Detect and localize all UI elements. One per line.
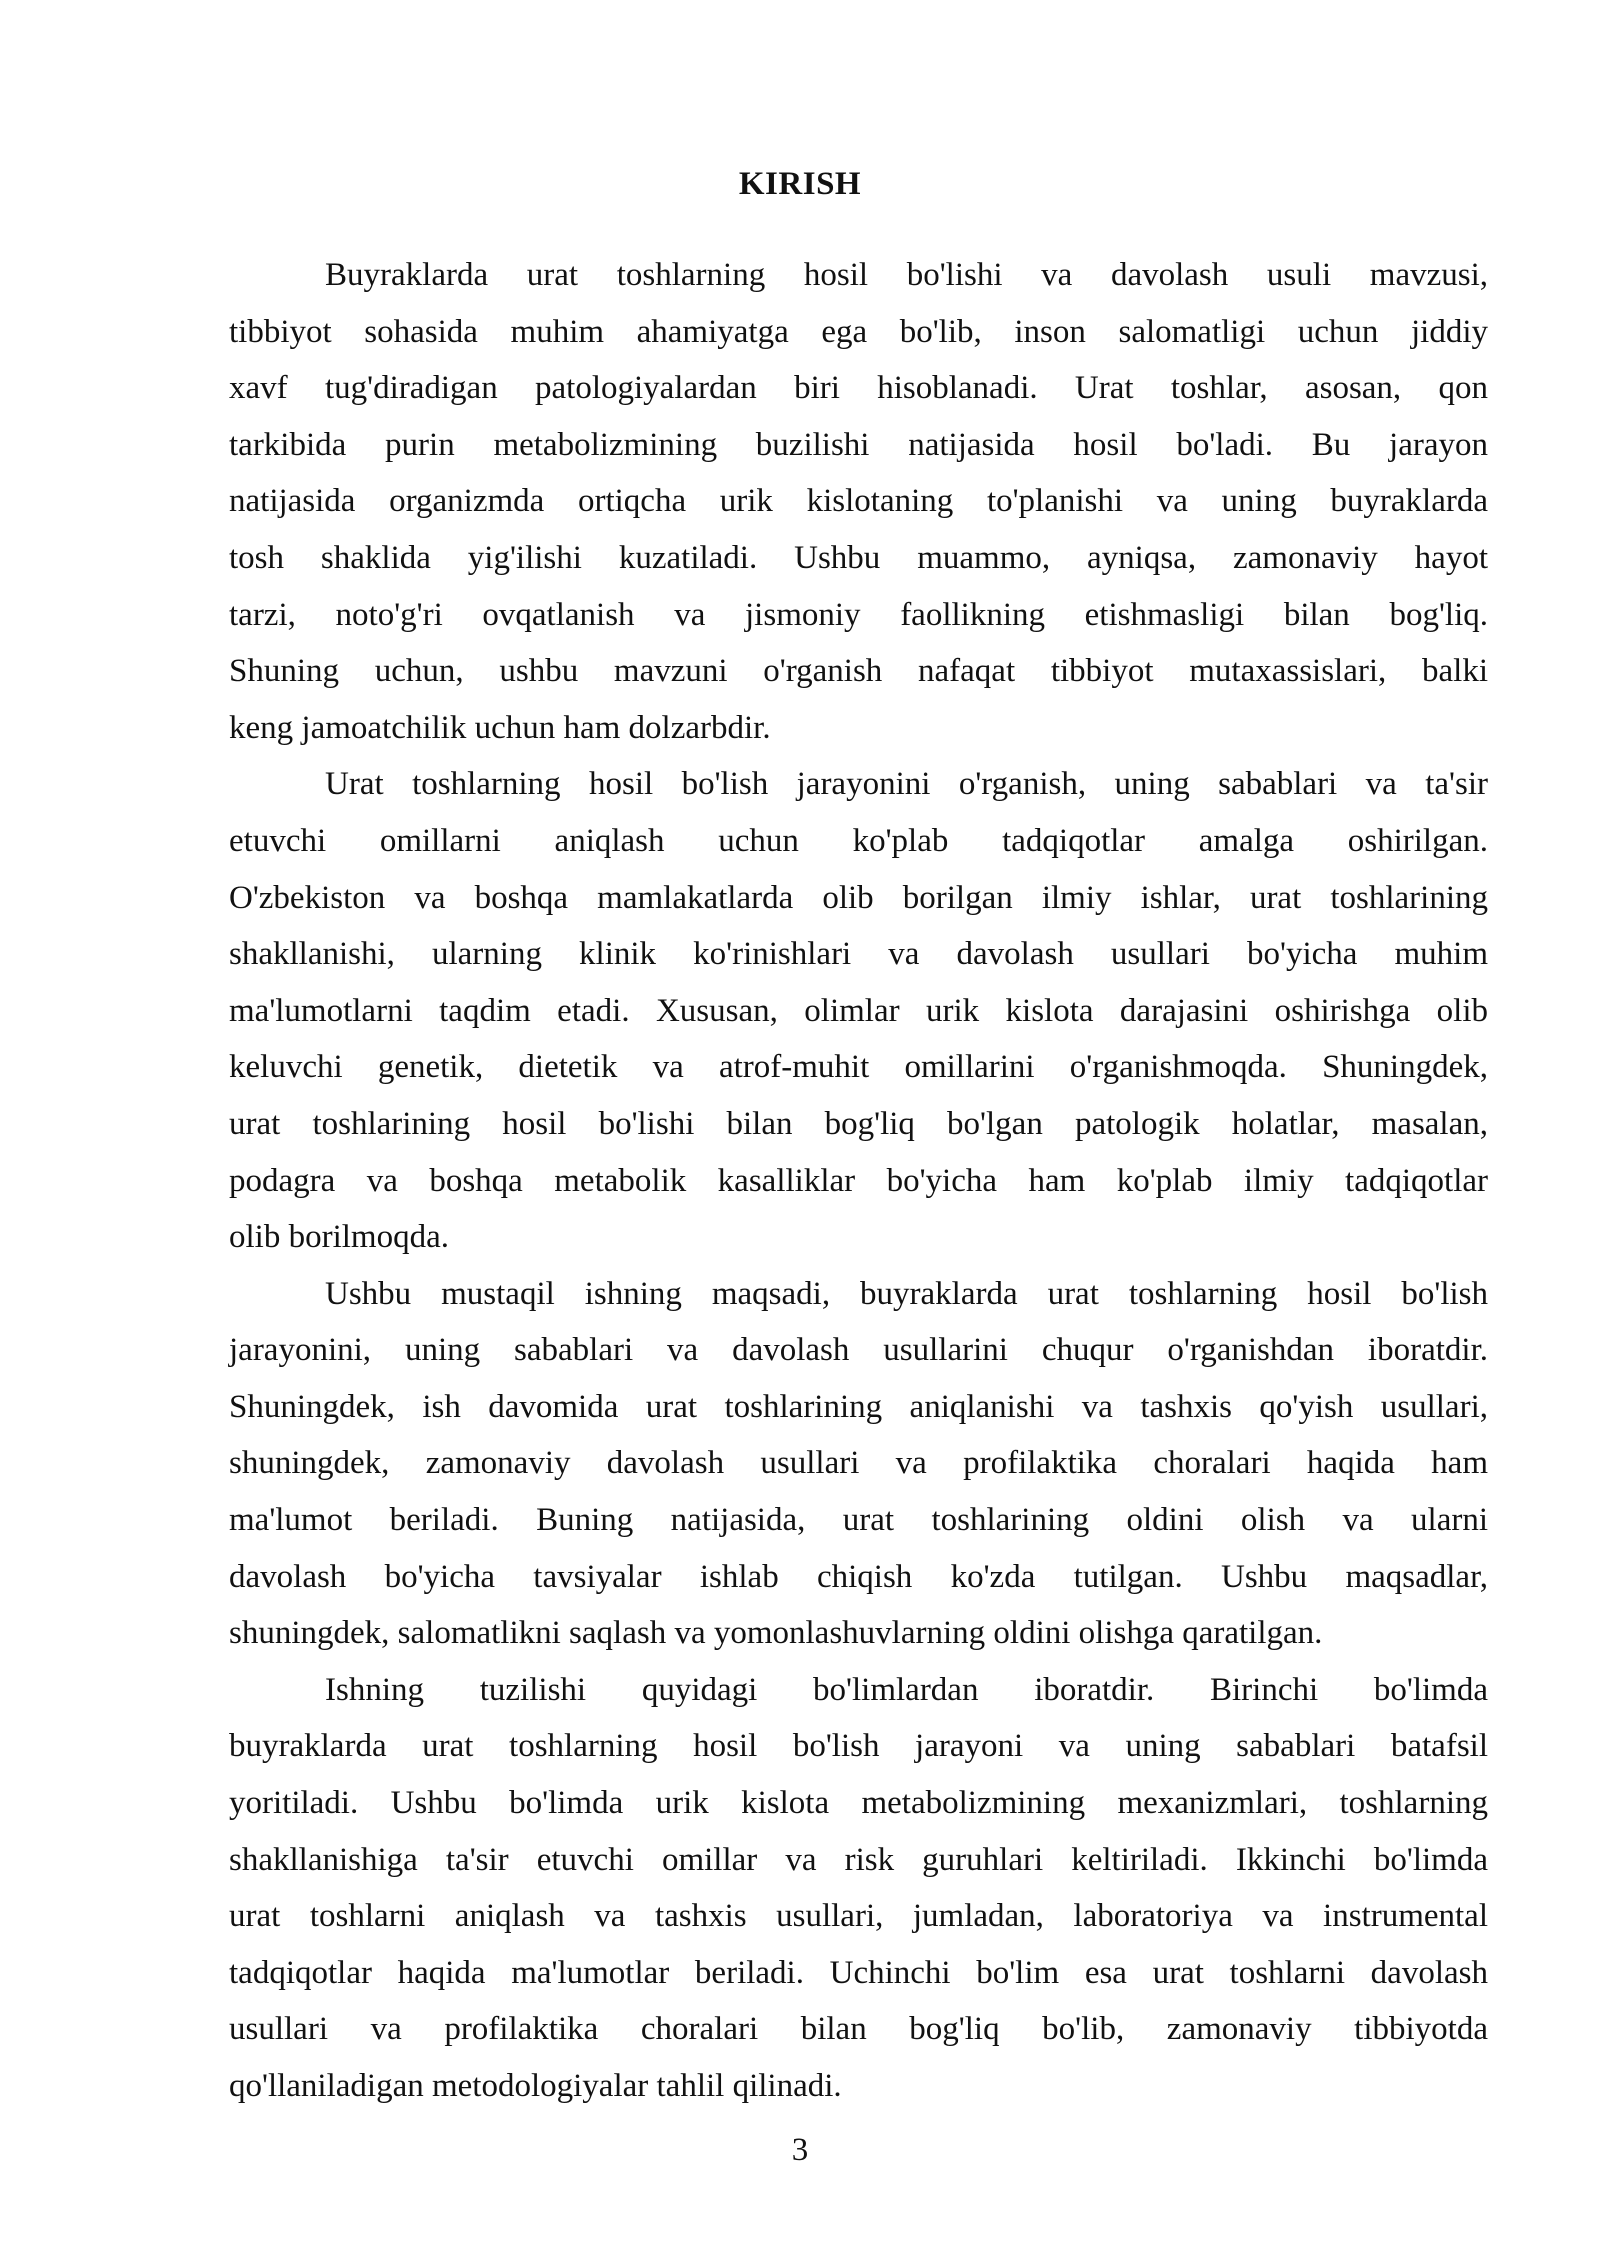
paragraph-line: urat toshlarni aniqlash va tashxis usullari, jumladan, laboratoriya va instrumental [229,1898,1488,1935]
paragraph-line: shuningdek, zamonaviy davolash usullari va profilaktika choralari haqida ham [229,1445,1488,1482]
paragraph-line: ma'lumot beriladi. Buning natijasida, urat toshlarining oldini olish va ularni [229,1502,1488,1539]
paragraph-line: podagra va boshqa metabolik kasalliklar bo'yicha ham ko'plab ilmiy tadqiqotlar [229,1162,1488,1199]
paragraph-line: olib borilmoqda. [229,1219,449,1256]
paragraph-line: shakllanishi, ularning klinik ko'rinishlari va davolash usullari bo'yicha muhim [229,936,1488,973]
paragraph-line: davolash bo'yicha tavsiyalar ishlab chiqish ko'zda tutilgan. Ushbu maqsadlar, [229,1558,1488,1595]
page-number: 3 [791,2132,809,2168]
paragraph [229,1662,1488,2115]
paragraph-line: yoritiladi. Ushbu bo'limda urik kislota metabolizmining mexanizmlari, toshlarning [229,1785,1488,1822]
paragraph-line: Ishning tuzilishi quyidagi bo'limlardan iboratdir. Birinchi bo'limda [325,1671,1488,1708]
paragraph-line: etuvchi omillarni aniqlash uchun ko'plab tadqiqotlar amalga oshirilgan. [229,822,1488,859]
paragraph-line: tadqiqotlar haqida ma'lumotlar beriladi. Uchinchi bo'lim esa urat toshlarni davolash [229,1954,1488,1991]
paragraph-line: ma'lumotlarni taqdim etadi. Xususan, olimlar urik kislota darajasini oshirishga olib [229,992,1488,1029]
paragraph-line: shakllanishiga ta'sir etuvchi omillar va risk guruhlari keltiriladi. Ikkinchi bo'limda [229,1841,1488,1878]
paragraph-line: Shuningdek, ish davomida urat toshlarining aniqlanishi va tashxis qo'yish usullari, [229,1388,1488,1425]
paragraph-line: shuningdek, salomatlikni saqlash va yomonlashuvlarning oldini olishga qaratilgan. [229,1615,1323,1652]
paragraph-line: Ushbu mustaqil ishning maqsadi, buyraklarda urat toshlarning hosil bo'lish [325,1275,1488,1312]
paragraph-line: Buyraklarda urat toshlarning hosil bo'lishi va davolash usuli mavzusi, [325,257,1488,293]
paragraph [229,1266,1488,1662]
paragraph-line: buyraklarda urat toshlarning hosil bo'lish jarayoni va uning sabablari batafsil [229,1728,1488,1765]
document-body [229,247,1488,2115]
paragraph-line: jarayonini, uning sabablari va davolash usullarini chuqur o'rganishdan iboratdir. [229,1332,1488,1369]
paragraph-line: tarzi, noto'g'ri ovqatlanish va jismoniy faollikning etishmasligi bilan bog'liq. [229,596,1488,633]
paragraph [229,756,1488,1265]
paragraph-line: Urat toshlarning hosil bo'lish jarayonini o'rganish, uning sabablari va ta'sir [325,766,1488,803]
paragraph-line: keluvchi genetik, dietetik va atrof-muhit omillarini o'rganishmoqda. Shuningdek, [229,1049,1488,1086]
paragraph-line: natijasida organizmda ortiqcha urik kislotaning to'planishi va uning buyraklarda [229,483,1488,520]
paragraph-line: tarkibida purin metabolizmining buzilishi natijasida hosil bo'ladi. Bu jarayon [229,426,1488,463]
paragraph-line: xavf tug'diradigan patologiyalardan biri hisoblanadi. Urat toshlar, asosan, qon [229,370,1488,407]
section-heading: KIRISH [738,166,862,202]
paragraph [229,247,1488,756]
paragraph-line: usullari va profilaktika choralari bilan bog'liq bo'lib, zamonaviy tibbiyotda [229,2011,1488,2048]
paragraph-line: urat toshlarining hosil bo'lishi bilan bog'liq bo'lgan patologik holatlar, masalan, [229,1105,1488,1142]
paragraph-line: keng jamoatchilik uchun ham dolzarbdir. [229,709,771,746]
paragraph-line: qo'llaniladigan metodologiyalar tahlil qilinadi. [229,2068,842,2104]
paragraph-line: tibbiyot sohasida muhim ahamiyatga ega bo'lib, inson salomatligi uchun jiddiy [229,313,1488,350]
paragraph-line: O'zbekiston va boshqa mamlakatlarda olib borilgan ilmiy ishlar, urat toshlarining [229,879,1488,916]
paragraph-line: Shuning uchun, ushbu mavzuni o'rganish nafaqat tibbiyot mutaxassislari, balki [229,653,1488,690]
paragraph-line: tosh shaklida yig'ilishi kuzatiladi. Ushbu muammo, ayniqsa, zamonaviy hayot [229,539,1488,576]
